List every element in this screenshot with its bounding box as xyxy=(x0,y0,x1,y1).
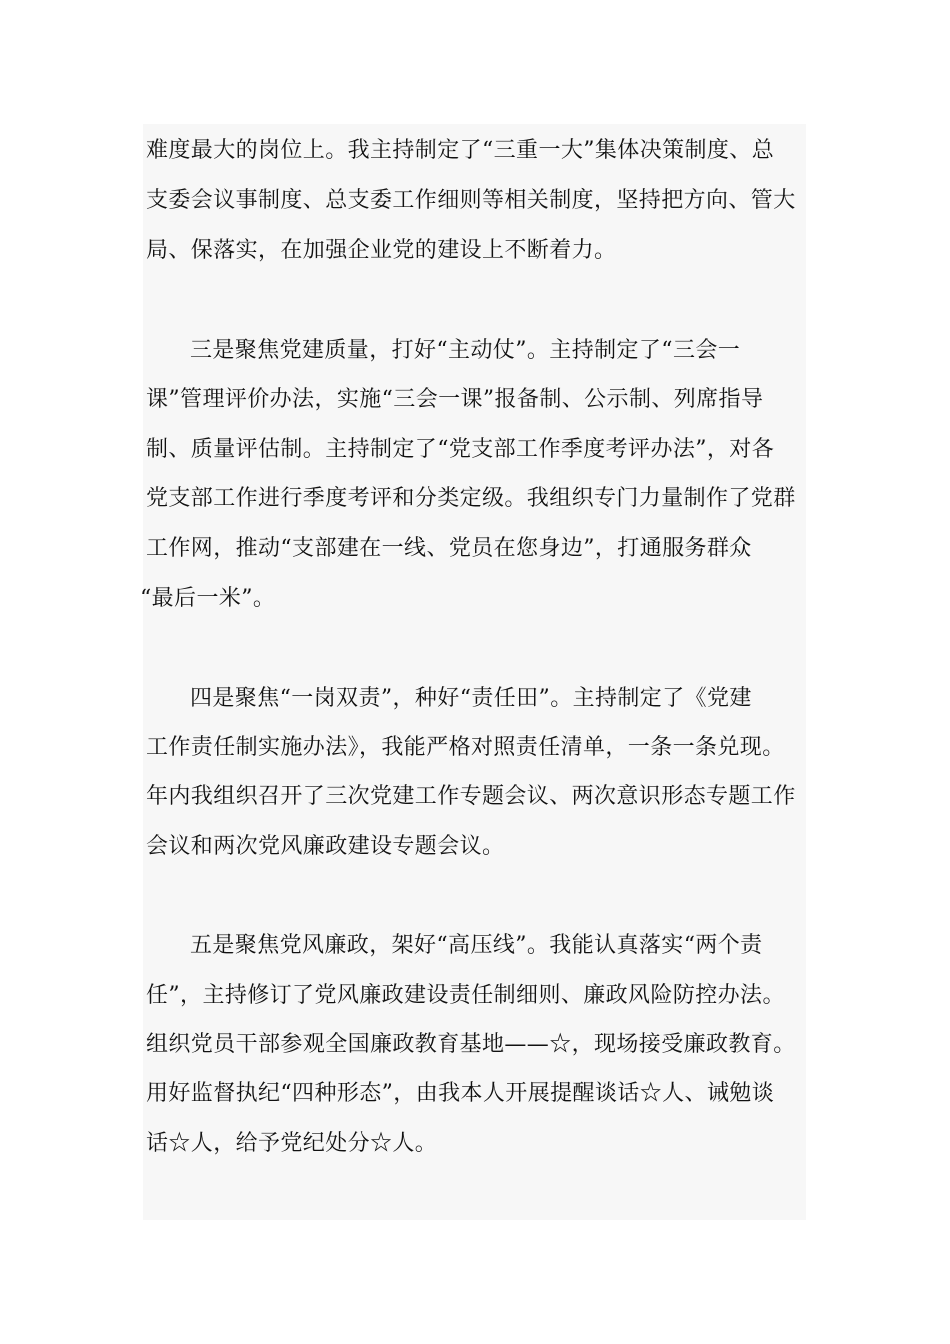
paragraph-4-line-2: 任”，主持修订了党风廉政建设责任制细则、廉政风险防控办法。 xyxy=(146,983,785,1008)
paragraph-2-line-2: 课”管理评价办法，实施“三会一课”报备制、公示制、列席指导 xyxy=(146,387,764,412)
paragraph-1-line-3: 局、保落实，在加强企业党的建设上不断着力。 xyxy=(146,238,617,263)
paragraph-4-line-4: 用好监督执纪“四种形态”，由我本人开展提醒谈话☆人、诫勉谈 xyxy=(146,1081,775,1106)
paragraph-4-line-5: 话☆人，给予党纪处分☆人。 xyxy=(146,1131,438,1156)
paragraph-1-line-2: 支委会议事制度、总支委工作细则等相关制度，坚持把方向、管大 xyxy=(146,188,796,213)
paragraph-2-line-1: 三是聚焦党建质量，打好“主动仗”。主持制定了“三会一 xyxy=(190,338,741,363)
paragraph-4-line-3: 组织党员干部参观全国廉政教育基地——☆，现场接受廉政教育。 xyxy=(146,1032,796,1057)
paragraph-2-line-4: 党支部工作进行季度考评和分类定级。我组织专门力量制作了党群 xyxy=(146,486,796,511)
paragraph-2-line-6: “最后一米”。 xyxy=(140,586,276,611)
paragraph-2-line-3: 制、质量评估制。主持制定了“党支部工作季度考评办法”，对各 xyxy=(146,437,775,462)
paragraph-4-line-1: 五是聚焦党风廉政，架好“高压线”。我能认真落实“两个责 xyxy=(190,933,763,958)
paragraph-3-line-3: 年内我组织召开了三次党建工作专题会议、两次意识形态专题工作 xyxy=(146,784,796,809)
paragraph-3-line-2: 工作责任制实施办法》，我能严格对照责任清单，一条一条兑现。 xyxy=(146,735,785,760)
paragraph-1-line-1: 难度最大的岗位上。我主持制定了“三重一大”集体决策制度、总 xyxy=(146,138,775,163)
paragraph-2-line-5: 工作网，推动“支部建在一线、党员在您身边”，打通服务群众 xyxy=(146,536,752,561)
paragraph-3-line-4: 会议和两次党风廉政建设专题会议。 xyxy=(146,834,505,859)
paragraph-3-line-1: 四是聚焦“一岗双责”，种好“责任田”。主持制定了《党建 xyxy=(190,686,752,711)
